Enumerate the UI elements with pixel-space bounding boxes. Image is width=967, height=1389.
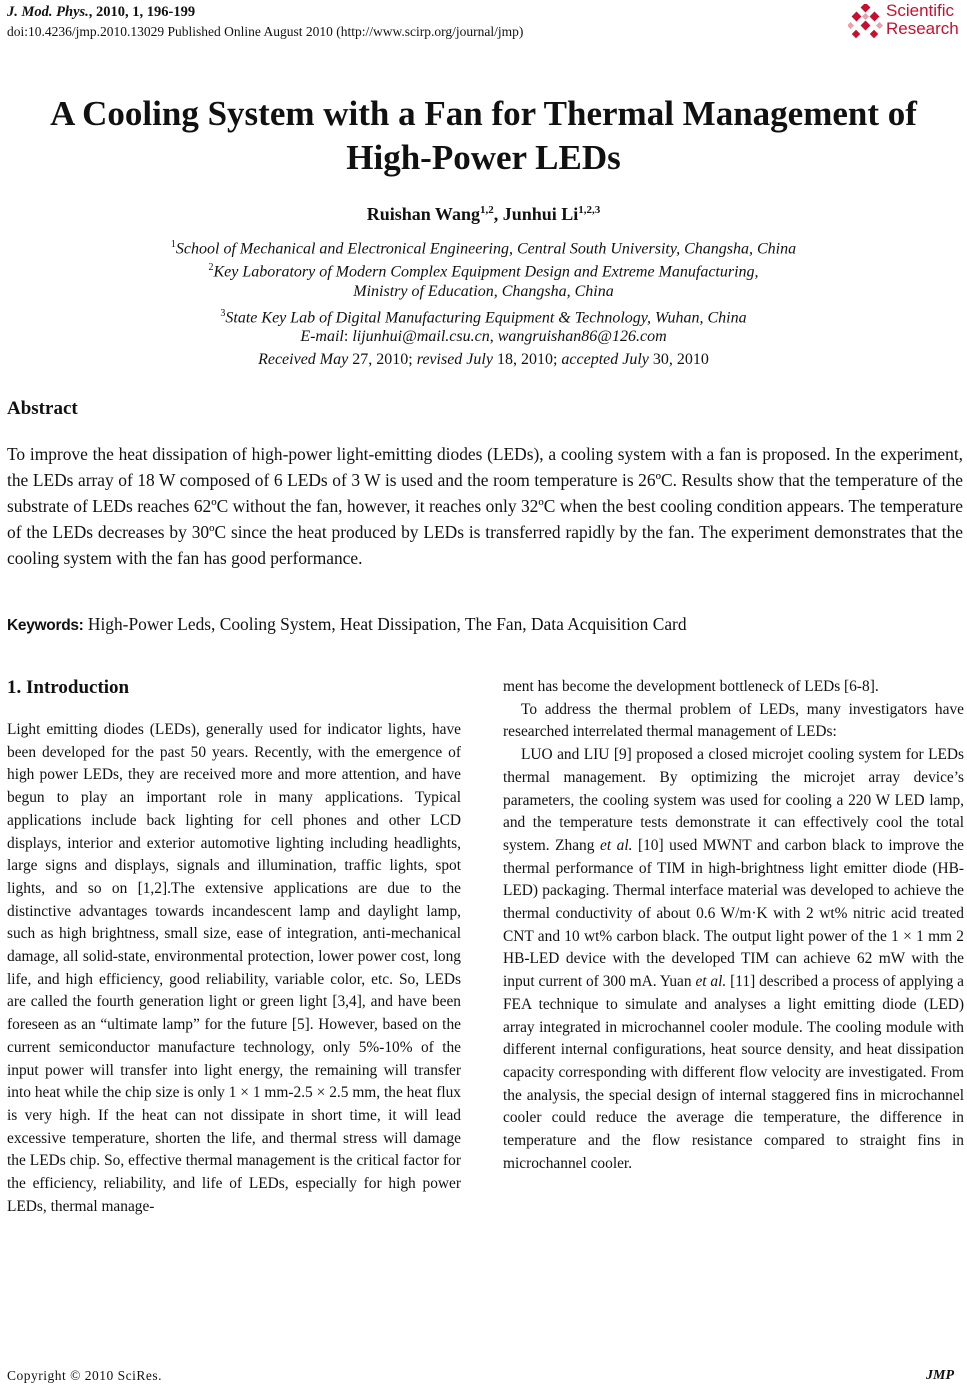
email-label: E-mail xyxy=(300,328,344,345)
title-line-2: High-Power LEDs xyxy=(346,138,621,177)
received-date: 27, 2010; xyxy=(348,351,417,368)
email-line: E-mail: lijunhui@mail.csu.cn, wangruishan86@126.com xyxy=(300,328,667,345)
right-column xyxy=(503,676,964,1175)
keywords-text: High-Power Leds, Cooling System, Heat Dissipation, The Fan, Data Acquisition Card xyxy=(83,614,687,634)
accepted-label: accepted July xyxy=(561,351,649,368)
affiliation-3-text: State Key Lab of Digital Manufacturing Equipment & Technology, Wuhan, China xyxy=(225,309,747,327)
logo-line-1: Scientific xyxy=(886,1,955,20)
journal-volume-info: , 2010, 1, 196-199 xyxy=(88,4,196,20)
introduction-heading: 1. Introduction xyxy=(7,677,130,698)
abstract-body: To improve the heat dissipation of high-power light-emitting diodes (LEDs), a cooling system with a fan is proposed. In the experiment, the LEDs array of 18 W composed of 6 LEDs of 3 W is used and the room temperature is 26ºC. Results show that the temperature of the substrate of LEDs reaches 62ºC without the fan, however, it reaches only 32ºC when the best cooling condition appears. The temperature of the LEDs decreases by 30ºC since the heat produced by LEDs is transferred rapidly by the fan. The experiment demonstrates that the cooling system with the fan has good performance. xyxy=(7,444,963,568)
author-list xyxy=(0,204,967,225)
keywords-line xyxy=(7,614,687,635)
dates-line xyxy=(0,348,967,371)
journal-citation xyxy=(7,4,195,21)
author-separator: , xyxy=(493,204,503,224)
scientific-research-logo-mark-icon xyxy=(848,4,884,40)
footer-copyright: Copyright © 2010 SciRes. xyxy=(7,1368,163,1383)
title-line-1: A Cooling System with a Fan for Thermal Management of xyxy=(50,94,917,133)
author-2: Junhui Li xyxy=(502,204,579,224)
et-al-2: et al. xyxy=(695,973,727,991)
logo-text xyxy=(886,2,959,38)
paper-title xyxy=(0,92,967,180)
intro-paragraph-1: Light emitting diodes (LEDs), generally used for indicator lights, have been developed for the past 50 years. Recently, with the emergence of high power LEDs, they are received more and more attention, and have begun to play an important role in many applications. Typical applications include back lighting for cell phones and other LCD displays, interior and exterior automotive lighting including headlights, large signs and displays, signals and illumination, traffic lights, spot lights, and so on [1,2].The extensive applications are due to the distinctive advantages towards incandescent lamp and daylight lamp, such as high brightness, small size, ease of integration, anti-mechanical damage, all solid-state, environmental protection, lower power cost, long life, and high efficiency, good reliability, variable color, etc. So, LEDs are called the fourth generation light or green light [3,4], and have been foreseen as an “ultimate lamp” for the future [5]. However, based on the current semiconductor manufacture technology, only 5%-10% of the input power will transfer into light energy, the remaining will transfer into heat while the chip size is only 1 × 1 mm-2.5 × 2.5 mm, the heat flux is very high. If the heat can not dissipate in short time, it will lead excessive temperature, shorten the life, and thermal stress will damage the LEDs chip. So, effective thermal management is the critical factor for the efficiency, reliability, and life of LEDs, especially for high power LEDs, thermal manage- xyxy=(7,721,461,1215)
affiliation-1-text: School of Mechanical and Electronical Engineering, Central South University, Changsha, China xyxy=(175,240,797,258)
email-2[interactable]: wangruishan86@126.com xyxy=(497,328,667,345)
intro-paragraph-3: LUO and LIU [9] proposed a closed microjet cooling system for LEDs thermal management. By optimizing the microjet array device’s parameters, the cooling system was used for cooling a 220 W LED lamp, and the temperature tests demonstrate it can effectively cool the total system. Zhang et al. [10] used MWNT and carbon black to improve the thermal performance of TIM in high-brightness light emitter diode (HB-LED) packaging. Thermal interface material was developed to achieve the thermal conductivity of about 0.6 W/m·K with 2 wt% nitric acid treated CNT and 10 wt% carbon black. The output light power of the 1 × 1 mm 2 HB-LED device with the developed TIM can achieve 62 mW with the input current of 300 mA. Yuan et al. [11] described a process of applying a FEA technique to simulate and analyses a light emitting diode (LED) array integrated in microchannel cooler module. The cooling module with different internal configurations, heat source density, and heat dissipation capacity corresponding with different flow velocity are investigated. From the analysis, the special design of internal staggered fins in microchannel cooler could reduce the average die temperature, the difference in temperature and the flow resistance compared to straight fins in microchannel cooler. xyxy=(503,746,964,1172)
et-al-1: et al. xyxy=(599,836,633,854)
doi-line: doi:10.4236/jmp.2010.13029 Published Online August 2010 (http://www.scirp.org/journal/jmp) xyxy=(7,24,524,39)
abstract-heading: Abstract xyxy=(7,398,78,419)
affiliation-1-number: 1 xyxy=(170,239,176,250)
keywords-label: Keywords: xyxy=(7,617,84,634)
journal-name: J. Mod. Phys. xyxy=(7,4,89,20)
accepted-date: 30, 2010 xyxy=(648,351,709,368)
intro-paragraph-continued: ment has become the development bottleneck of LEDs [6-8]. xyxy=(503,678,879,695)
footer-journal-abbr: JMP xyxy=(926,1368,954,1383)
revised-date: 18, 2010; xyxy=(492,351,562,368)
email-1[interactable]: lijunhui@mail.csu.cn xyxy=(352,328,490,345)
logo-line-2: Research xyxy=(886,19,959,38)
affiliation-2-continued: Ministry of Education, Changsha, China xyxy=(353,283,614,300)
author-1-affil: 1,2 xyxy=(479,204,494,216)
author-2-affil: 1,2,3 xyxy=(578,204,601,216)
received-label: Received May xyxy=(258,351,349,368)
intro-paragraph-2: To address the thermal problem of LEDs, many investigators have researched interrelated thermal management of LEDs: xyxy=(503,700,964,741)
affiliation-3-number: 3 xyxy=(220,308,226,319)
affiliation-2-number: 2 xyxy=(208,262,214,273)
author-1: Ruishan Wang xyxy=(366,204,480,224)
affiliation-2-text: Key Laboratory of Modern Complex Equipment Design and Extreme Manufacturing, xyxy=(213,263,759,281)
publisher-logo xyxy=(848,2,966,42)
left-column xyxy=(7,719,461,1218)
revised-label: revised July xyxy=(416,351,493,368)
